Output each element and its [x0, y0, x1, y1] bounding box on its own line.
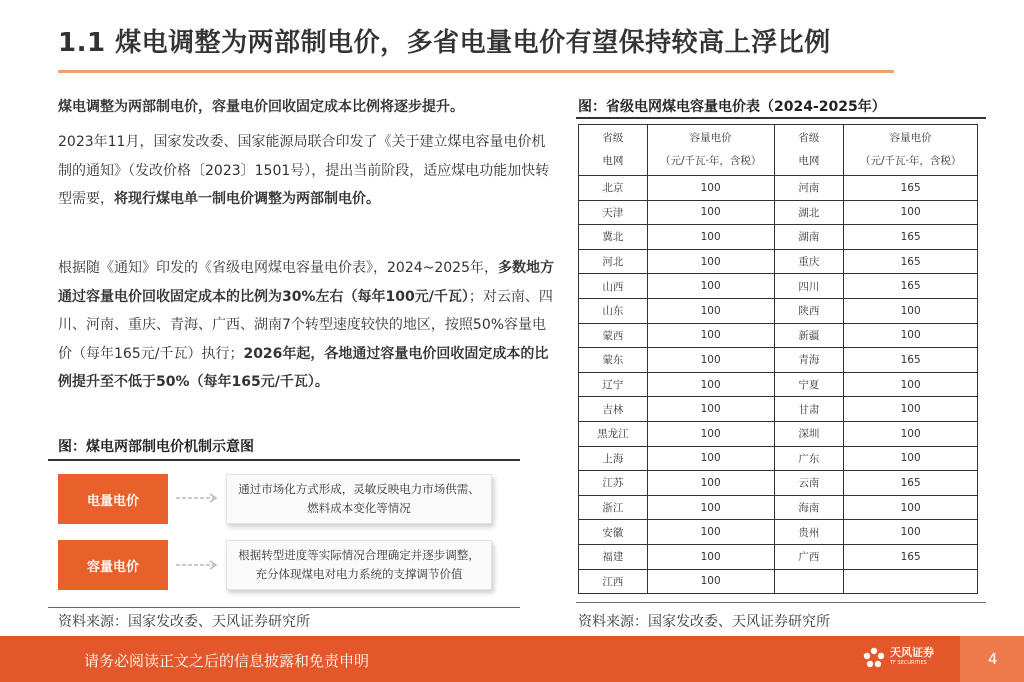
cell-province: 陕西 [774, 298, 844, 323]
cell-price: 165 [844, 348, 978, 373]
paragraph-capacity [58, 254, 556, 397]
right-figure-title: 图：省级电网煤电容量电价表（2024-2025年） [578, 99, 886, 115]
cell-province: 广西 [774, 544, 844, 569]
cell-price [844, 569, 978, 594]
table-row [579, 421, 978, 446]
header-price-2: 容量电价 （元/千瓦·年，含税） [844, 125, 978, 176]
paragraph-capacity-highlight-1: 多数地方通过容量电价回收固定成本的比例为30%左右（每年100元/千瓦） [58, 260, 554, 305]
cell-province: 辽宁 [579, 372, 648, 397]
left-figure-bottom-rule [48, 607, 520, 608]
table-row [579, 544, 978, 569]
capacity-price-table [578, 124, 978, 594]
cell-price: 100 [844, 495, 978, 520]
page-title: 1.1 煤电调整为两部制电价，多省电量电价有望保持较高上浮比例 [58, 28, 831, 58]
right-figure-bottom-rule [576, 602, 986, 603]
table-row [579, 471, 978, 496]
cell-price: 100 [647, 471, 774, 496]
cell-province: 天津 [579, 200, 648, 225]
paragraph-capacity-intro: 根据随《通知》印发的《省级电网煤电容量电价表》，2024~2025年， [58, 260, 498, 276]
cell-price: 100 [647, 348, 774, 373]
table-row [579, 225, 978, 250]
cell-price: 100 [647, 495, 774, 520]
cell-province: 黑龙江 [579, 421, 648, 446]
cell-province: 湖北 [774, 200, 844, 225]
cell-province: 河北 [579, 249, 648, 274]
cell-province: 海南 [774, 495, 844, 520]
cell-price: 100 [844, 298, 978, 323]
arrow-right-icon [176, 493, 220, 503]
cell-price: 100 [844, 397, 978, 422]
cell-price: 165 [844, 274, 978, 299]
table-row [579, 569, 978, 594]
paragraph-notice-text: 2023年11月，国家发改委、国家能源局联合印发了《关于建立煤电容量电价机制的通知》（发改价格〔2023〕1501号），提出当前阶段，适应煤电功能加快转型需要， [58, 134, 550, 207]
cell-price: 100 [647, 200, 774, 225]
right-figure-rule [576, 117, 986, 119]
cell-province: 上海 [579, 446, 648, 471]
cell-province: 湖南 [774, 225, 844, 250]
cell-price: 100 [647, 397, 774, 422]
table-row [579, 372, 978, 397]
lead-sentence: 煤电调整为两部制电价，容量电价回收固定成本比例将逐步提升。 [58, 99, 464, 115]
cell-province: 河南 [774, 176, 844, 201]
cell-price: 100 [647, 274, 774, 299]
cell-price: 100 [647, 372, 774, 397]
page-number: 4 [988, 650, 998, 668]
cell-province: 甘肃 [774, 397, 844, 422]
cell-province: 福建 [579, 544, 648, 569]
cell-price: 100 [647, 298, 774, 323]
cell-province: 山东 [579, 298, 648, 323]
left-figure-source: 资料来源：国家发改委、天风证券研究所 [58, 614, 310, 630]
cell-province: 云南 [774, 471, 844, 496]
company-logo [862, 646, 934, 670]
cell-price: 165 [844, 249, 978, 274]
cell-price: 100 [647, 544, 774, 569]
table-row [579, 249, 978, 274]
cell-price: 100 [844, 421, 978, 446]
header-province-1: 省级 电网 [579, 125, 648, 176]
header-province-2: 省级 电网 [774, 125, 844, 176]
title-divider [58, 70, 894, 73]
cell-price: 100 [844, 200, 978, 225]
cell-price: 100 [844, 520, 978, 545]
paragraph-notice-highlight: 将现行煤电单一制电价调整为两部制电价。 [114, 191, 380, 207]
cell-province: 深圳 [774, 421, 844, 446]
cell-price: 100 [647, 520, 774, 545]
cell-province: 青海 [774, 348, 844, 373]
energy-price-description [226, 474, 492, 524]
right-figure-source: 资料来源：国家发改委、天风证券研究所 [578, 614, 830, 630]
table-row [579, 200, 978, 225]
cell-price: 100 [647, 249, 774, 274]
cell-province: 贵州 [774, 520, 844, 545]
flower-logo-icon [862, 646, 886, 670]
cell-province: 广东 [774, 446, 844, 471]
table-row [579, 495, 978, 520]
cell-price: 165 [844, 471, 978, 496]
capacity-price-box: 容量电价 [58, 540, 168, 590]
paragraph-capacity-highlight-2: 2026年起，各地通过容量电价回收固定成本的比例提升至不低于50%（每年165元/千瓦）。 [58, 345, 549, 390]
header-price-1: 容量电价 （元/千瓦·年，含税） [647, 125, 774, 176]
table-row [579, 176, 978, 201]
table-row [579, 323, 978, 348]
energy-price-description-line-2: 燃料成本变化等情况 [307, 501, 411, 515]
energy-price-description-line-1: 通过市场化方式形成，灵敏反映电力市场供需、 [238, 482, 480, 496]
cell-price: 100 [647, 446, 774, 471]
cell-price: 165 [844, 176, 978, 201]
capacity-price-description [226, 540, 492, 590]
energy-price-box: 电量电价 [58, 474, 168, 524]
cell-price: 100 [647, 176, 774, 201]
cell-province: 宁夏 [774, 372, 844, 397]
cell-province: 蒙西 [579, 323, 648, 348]
cell-province: 江苏 [579, 471, 648, 496]
paragraph-capacity-middle: ；对云南、四川、河南、重庆、青海、广西、湖南7个转型速度较快的地区，按照50%容量电价（每年165元/千瓦）执行； [58, 288, 553, 362]
capacity-price-description-line-1: 根据转型进度等实际情况合理确定并逐步调整， [238, 548, 480, 562]
cell-price: 100 [647, 421, 774, 446]
table-row [579, 298, 978, 323]
table-row [579, 397, 978, 422]
cell-price: 165 [844, 225, 978, 250]
cell-province: 安徽 [579, 520, 648, 545]
left-figure-title: 图：煤电两部制电价机制示意图 [58, 439, 254, 455]
cell-province [774, 569, 844, 594]
table-header-row [579, 125, 978, 176]
cell-price: 100 [844, 372, 978, 397]
table-row [579, 348, 978, 373]
cell-province: 吉林 [579, 397, 648, 422]
table-row [579, 446, 978, 471]
logo-name: 天风证券 [890, 646, 934, 659]
cell-province: 四川 [774, 274, 844, 299]
table-row [579, 274, 978, 299]
capacity-price-description-line-2: 充分体现煤电对电力系统的支撑调节价值 [255, 567, 463, 581]
cell-province: 新疆 [774, 323, 844, 348]
cell-province: 冀北 [579, 225, 648, 250]
cell-price: 165 [844, 544, 978, 569]
cell-price: 100 [647, 569, 774, 594]
cell-province: 浙江 [579, 495, 648, 520]
cell-price: 100 [844, 446, 978, 471]
arrow-right-icon [176, 560, 220, 570]
table-row [579, 520, 978, 545]
left-figure-rule [48, 459, 520, 461]
footer-disclaimer: 请务必阅读正文之后的信息披露和免责申明 [84, 652, 370, 670]
logo-english: TF SECURITIES [890, 660, 927, 666]
cell-province: 山西 [579, 274, 648, 299]
cell-price: 100 [647, 323, 774, 348]
paragraph-notice [58, 128, 556, 214]
cell-price: 100 [844, 323, 978, 348]
cell-province: 蒙东 [579, 348, 648, 373]
cell-province: 江西 [579, 569, 648, 594]
cell-price: 100 [647, 225, 774, 250]
cell-province: 北京 [579, 176, 648, 201]
cell-province: 重庆 [774, 249, 844, 274]
